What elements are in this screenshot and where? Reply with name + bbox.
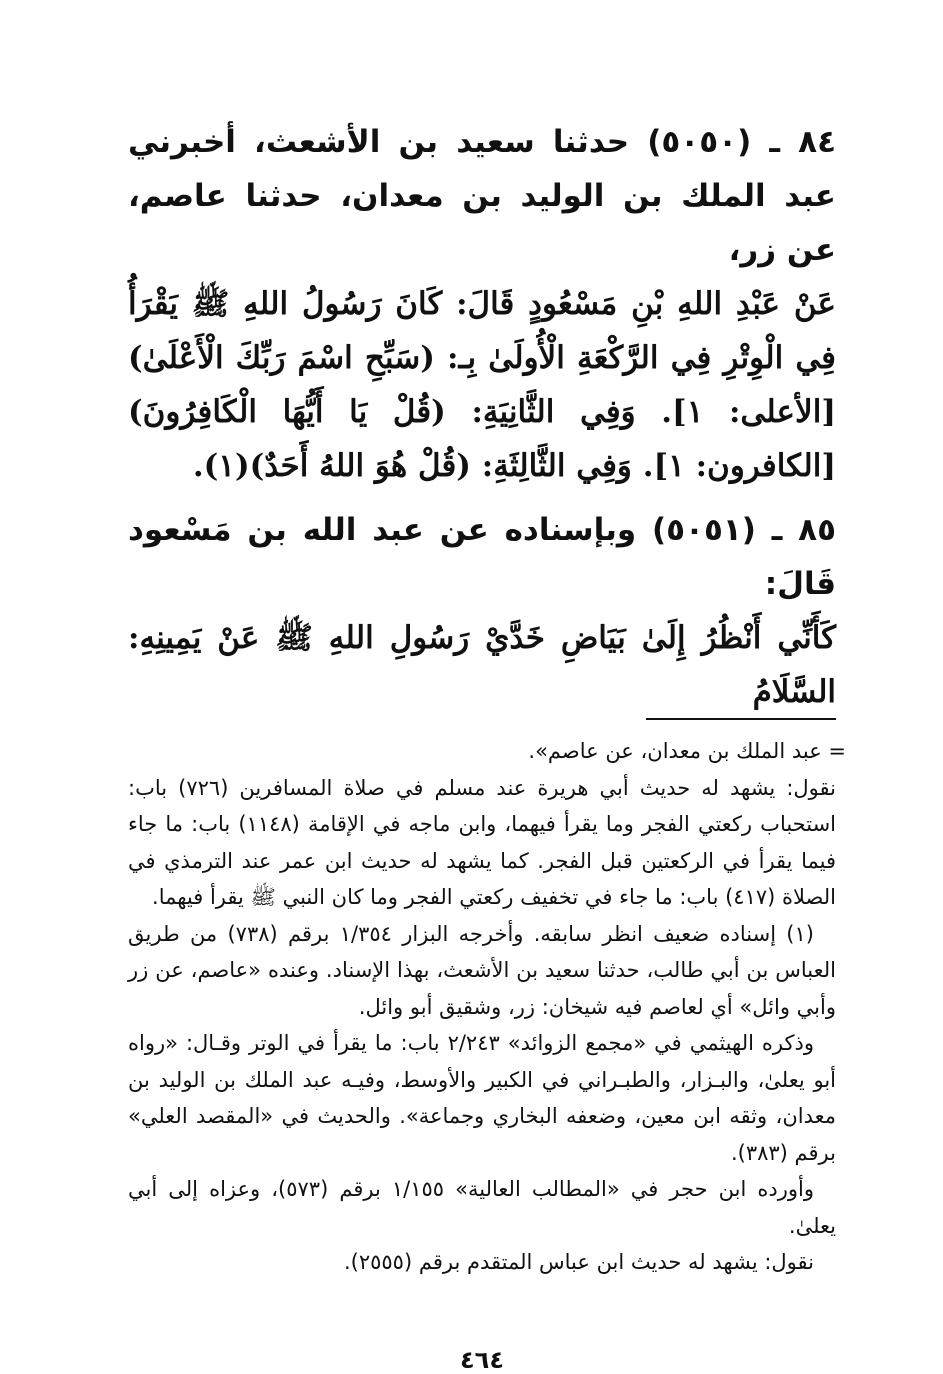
footnote-paragraph: وذكره الهيثمي في «مجمع الزوائد» ٢/٢٤٣ باب: ما يقرأ في الوتر وقـال: «رواه أبو يعلىٰ، والبـزار، والطبـراني في الكبير والأوسط، وفيـه عبد الملك بن الوليد بن معدان، وثقه ابن معين، وضعفه البخاري وجماعة». والحديث في «المقصد العلي» برقم (٣٨٣). [128,1031,836,1165]
footnote-paragraph: وأورده ابن حجر في «المطالب العالية» ١/١٥٥ برقم (٥٧٣)، وعزاه إلى أبي يعلىٰ. [128,1177,836,1238]
page-number: ٤٦٤ [460,1346,504,1374]
hadith-85-isnad: ٨٥ ـ (٥٠٥١) وبإسناده عن عبد الله بن مَسْعود قَالَ: [128,512,836,602]
footnote-carry-over: = عبد الملك بن معدان، عن عاصم». [528,739,846,763]
hadith-85 [128,503,836,719]
hadith-84 [128,115,836,493]
footnotes [128,733,846,1281]
main-text [128,115,836,719]
hadith-85-matn: كَأَنِّي أَنْظُرُ إِلَىٰ بَيَاضِ خَدَّيْ رَسُولِ اللهِ ﷺ عَنْ يَمِينِهِ: السَّلَامُ [128,620,836,710]
page-body [128,115,846,1374]
footnote-paragraph: نقول: يشهد له حديث أبي هريرة عند مسلم في صلاة المسافرين (٧٢٦) باب: استحباب ركعتي الفجر وما يقرأ فيهما، وابن ماجه في الإقامة (١١٤٨) باب: ما جاء فيما يقرأ في الركعتين قبل الفجر. كما يشهد له حديث ابن عمر عند الترمذي في الصلاة (٤١٧) باب: ما جاء في تخفيف ركعتي الفجر وما كان النبي ﷺ يقرأ فيهما. [128,775,837,909]
footnote-paragraph: نقول: يشهد له حديث ابن عباس المتقدم برقم (٢٥٥٥). [343,1250,814,1274]
hadith-84-matn: عَنْ عَبْدِ اللهِ بْنِ مَسْعُودٍ قَالَ: كَانَ رَسُولُ اللهِ ﷺ يَقْرَأُ فِي الْوِتْرِ فِي الرَّكْعَةِ الْأُولَىٰ بِـ: (سَبِّحِ اسْمَ رَبِّكَ الْأَعْلَىٰ) [الأعلى: ١]. وَفِي الثَّانِيَةِ: (قُلْ يَا أَيُّهَا الْكَافِرُونَ) [الكافرون: ١]. وَفِي الثَّالِثَةِ: (قُلْ هُوَ اللهُ أَحَدٌ)(١). [128,286,836,484]
footnote-separator [646,718,836,720]
hadith-84-isnad: ٨٤ ـ (٥٠٥٠) حدثنا سعيد بن الأشعث، أخبرني عبد الملك بن الوليد بن معدان، حدثنا عاصم، عن زر، [128,124,836,268]
footnote-paragraph: (١) إسناده ضعيف انظر سابقه. وأخرجه البزار ١/٣٥٤ برقم (٧٣٨) من طريق العباس بن أبي طالب، حدثنا سعيد بن الأشعث، بهذا الإسناد. وعنده «عاصم، عن زر وأبي وائل» أي لعاصم فيه شيخان: زر، وشقيق أبو وائل. [128,921,836,1019]
